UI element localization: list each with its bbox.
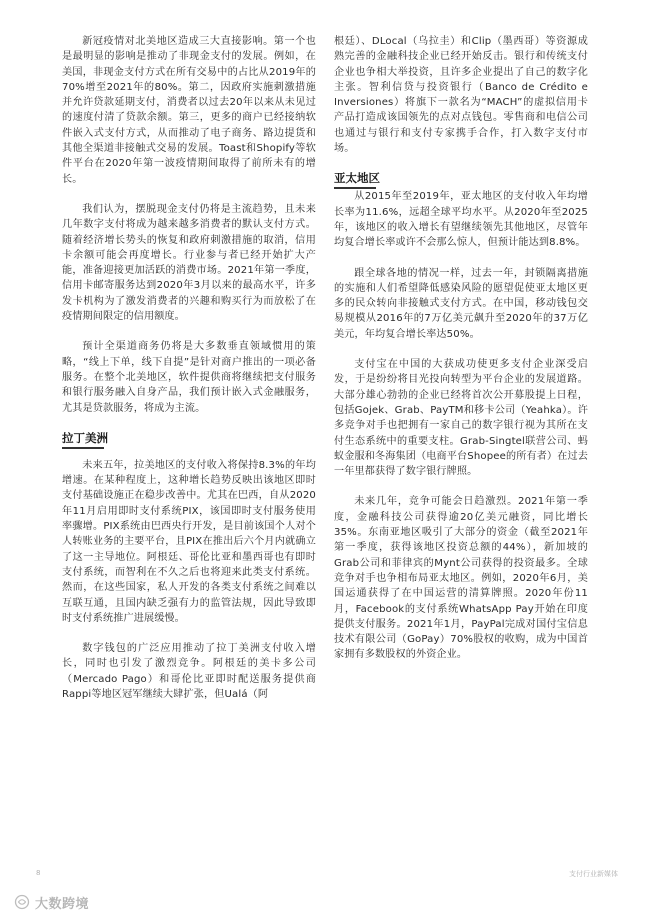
page-number: 8 xyxy=(36,869,41,877)
watermark xyxy=(14,893,89,911)
watermark-text: 大数跨境 xyxy=(35,896,90,912)
paragraph-cashless-trend: 我们认为，摆脱现金支付仍将是主流趋势，且未来几年数字支付将成为越来越多消费者的默认支付方式。随着经济增长势头的恢复和政府刺激措施的取消，信用卡余额可能会再度增长。行业参与者已经开始扩大产能，准备迎接更加活跃的消费市场。2021年第一季度，信用卡邮寄服务达到2020年3月以来的最高水平，许多发卡机构为了激发消费者的兴趣和购买行为而放松了在疫情期间限定的信用额度。 xyxy=(62,203,316,323)
left-column xyxy=(62,34,316,702)
paragraph-apac-revenue: 从2015年至2019年，亚太地区的支付收入年均增长率为11.6%，远超全球平均水平。从2020年至2025年，该地区的收入增长有望继续领先其他地区，尽管年均复合增长率或许不会那么惊人，但预计能达到8.8%。 xyxy=(334,191,588,249)
paragraph-north-america-impact: 新冠疫情对北美地区造成三大直接影响。第一个也是最明显的影响是推动了非现金支付的发展。例如，在美国，非现金支付方式在所有交易中的占比从2019年的70%增至2021年的80%。第二，因政府实施刺激措施并允许贷款延期支付，消费者以过去20年以来从未见过的速度付清了贷款余额。第三，更多的商户已经接纳软件嵌入式支付方式，从而推动了电子商务、路边提货和其他全渠道非接触式交易的发展。Toast和Shopify等软件平台在2020年第一波疫情期间取得了前所未有的增长。 xyxy=(62,36,316,185)
paragraph-latam-wallets: 数字钱包的广泛应用推动了拉丁美洲支付收入增长，同时也引发了激烈竞争。阿根廷的美卡多公司（Mercado Pago）和哥伦比亚即时配送服务提供商Rappi等地区冠军继续大肆扩张，但Ualá（阿 xyxy=(62,643,316,700)
paragraph-omnichannel: 预计全渠道商务仍将是大多数垂直领域惯用的策略，“线上下单，线下自提”是针对商户推出的一项必备服务。在整个北美地区，软件提供商将继续把支付服务和银行服务融入自身产品，我们预计嵌入式金融服务，尤其是贷款服务，将成为主流。 xyxy=(62,341,316,414)
footer-report-title: 支付行业新媒体 xyxy=(569,870,618,878)
paragraph-apac-competition: 未来几年，竞争可能会日趋激烈。2021年第一季度，金融科技公司获得逾20亿美元融资，同比增长35%。东南亚地区吸引了大部分的资金（截至2021年第一季度，获得该地区投资总额的44%），新加坡的Grab公司和菲律宾的Mynt公司获得的投资最多。全球竞争对手也争相布局亚太地区。例如，2020年6月，美国运通获得了在中国运营的清算牌照。2020年份11月，Facebook的支付系统WhatsApp Pay开始在印度提供支付服务。2021年1月，PayPal完成对国付宝信息技术有限公司（GoPay）70%股权的收购，成为中国首家拥有多数股权的外资企业。 xyxy=(334,496,588,661)
section-heading-apac-text: 亚太地区 xyxy=(334,171,380,186)
right-column xyxy=(334,34,588,663)
heading-underline xyxy=(334,187,376,189)
paragraph-apac-contactless: 跟全球各地的情况一样，过去一年，封锁隔离措施的实施和人们希望降低感染风险的愿望促使亚太地区更多的民众转向非接触式支付方式。在中国，移动钱包交易规模从2016年的7万亿美元飙升至2020年的37万亿美元，年均复合增长率达50%。 xyxy=(334,267,588,340)
paragraph-latam-revenue: 未来五年，拉美地区的支付收入将保持8.3%的年均增速。在某种程度上，这种增长趋势反映出该地区即时支付基础设施正在稳步改善中。尤其在巴西，自从2020年11月启用即时支付系统PIX，该国即时支付服务使用率骤增。PIX系统由巴西央行开发，是目前该国个人对个人转账业务的主要平台，且PIX在推出后六个月内就确立了这一主导地位。阿根廷、哥伦比亚和墨西哥也有即时支付系统，而智利在不久之后也将迎来此类支付系统。然而，在这些国家，私人开发的各类支付系统之间难以互联互通，且国内缺乏强有力的监管法规，因此导致即时支付系统推广进展缓慢。 xyxy=(62,459,316,624)
paragraph-apac-platforms: 支付宝在中国的大获成功使更多支付企业深受启发，于是纷纷将目光投向转型为平台企业的发展道路。大部分雄心勃勃的企业已经将首次公开募股提上日程，包括Gojek、Grab、PayTM和移卡公司（Yeahka）。许多竞争对手也把拥有一家自己的数字银行视为其所在支付生态系统中的重要支柱。Grab-Singtel联营公司、蚂蚁金服和冬海集团（电商平台Shopee的所有者）在过去一年里都获得了数字银行牌照。 xyxy=(334,359,588,478)
section-heading-latam xyxy=(62,431,316,449)
watermark-logo-icon xyxy=(14,894,30,910)
section-heading-apac xyxy=(334,171,588,189)
section-heading-latam-text: 拉丁美洲 xyxy=(62,430,108,445)
heading-underline xyxy=(62,447,104,449)
paragraph-latam-fintech: 根廷）、DLocal（乌拉圭）和Clip（墨西哥）等资源成熟完善的金融科技企业已经开始反击。银行和传统支付企业也争相大举投资，且许多企业提出了自己的数字化主张。智利信贷与投资银行（Banco de Crédito e Inversiones）将旗下一款名为“MACH”的虚拟信用卡产品打造成该国领先的点对点钱包。零售商和电信公司也通过与银行和支付专家携手合作，打入数字支付市场。 xyxy=(334,36,588,155)
